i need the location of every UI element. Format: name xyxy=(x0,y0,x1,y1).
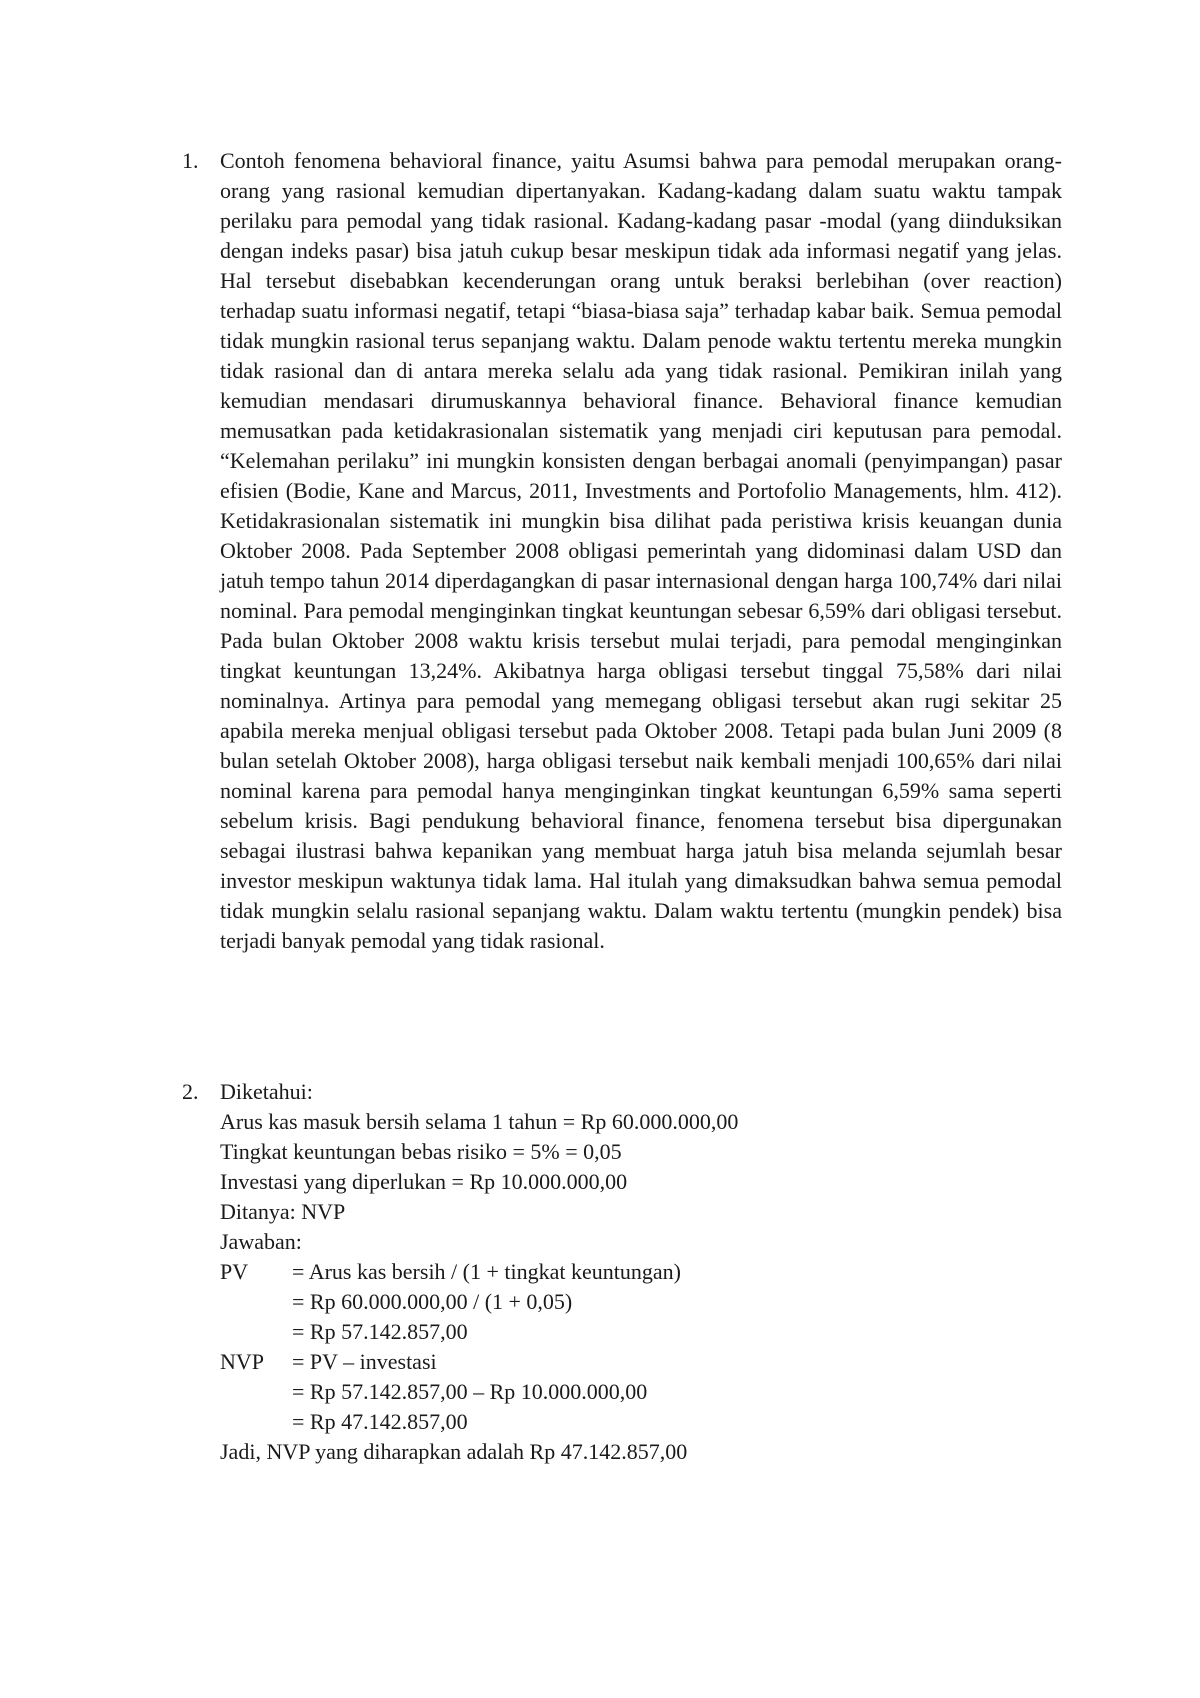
calculation-row xyxy=(220,1257,1062,1287)
calculation-row xyxy=(220,1287,1062,1317)
calculation-row xyxy=(220,1317,1062,1347)
calculation-label: PV xyxy=(220,1259,249,1284)
list-item-body xyxy=(220,1077,1062,1467)
calculation-expression: = Rp 57.142.857,00 xyxy=(292,1319,468,1344)
conclusion-line: Jadi, NVP yang diharapkan adalah Rp 47.142.857,00 xyxy=(220,1439,688,1464)
calculation-row xyxy=(220,1407,1062,1437)
list-item-body xyxy=(220,146,1062,956)
known-line: Tingkat keuntungan bebas risiko = 5% = 0,05 xyxy=(220,1139,622,1164)
calculation-label: NVP xyxy=(220,1349,265,1374)
calculation-row xyxy=(220,1377,1062,1407)
known-heading: Diketahui: xyxy=(220,1079,313,1104)
list-number: 1. xyxy=(182,148,199,173)
calculation-expression: = Rp 60.000.000,00 / (1 + 0,05) xyxy=(292,1289,573,1314)
list-number: 2. xyxy=(182,1079,199,1104)
calculation-expression: = Rp 47.142.857,00 xyxy=(292,1409,468,1434)
calculation-row xyxy=(220,1347,1062,1377)
known-line: Investasi yang diperlukan = Rp 10.000.000,00 xyxy=(220,1169,628,1194)
calculation-expression: = Arus kas bersih / (1 + tingkat keuntungan) xyxy=(292,1259,681,1284)
calculation-expression: = PV – investasi xyxy=(292,1349,437,1374)
answer-heading: Jawaban: xyxy=(220,1229,302,1254)
behavioral-finance-paragraph: Contoh fenomena behavioral finance, yaitu Asumsi bahwa para pemodal merupakan orang-orang yang rasional kemudian dipertanyakan. Kadang-kadang dalam suatu waktu tampak perilaku para pemodal yang tidak rasional. Kadang-kadang pasar -modal (yang diinduksikan dengan indeks pasar) bisa jatuh cukup besar meskipun tidak ada informasi negatif yang jelas. Hal tersebut disebabkan kecenderungan orang untuk beraksi berlebihan (over reaction) terhadap suatu informasi negatif, tetapi “biasa-biasa saja” terhadap kabar baik. Semua pemodal tidak mungkin rasional terus sepanjang waktu. Dalam penode waktu tertentu mereka mungkin tidak rasional dan di antara mereka selalu ada yang tidak rasional. Pemikiran inilah yang kemudian mendasari dirumuskannya behavioral finance. Behavioral finance kemudian memusatkan pada ketidakrasionalan sistematik yang menjadi ciri keputusan para pemodal. “Kelemahan perilaku” ini mungkin konsisten dengan berbagai anomali (penyimpangan) pasar efisien (Bodie, Kane and Marcus, 2011, Investments and Portofolio Managements, hlm. 412). Ketidakrasionalan sistematik ini mungkin bisa dilihat pada peristiwa krisis keuangan dunia Oktober 2008. Pada September 2008 obligasi pemerintah yang didominasi dalam USD dan jatuh tempo tahun 2014 diperdagangkan di pasar internasional dengan harga 100,74% dari nilai nominal. Para pemodal menginginkan tingkat keuntungan sebesar 6,59% dari obligasi tersebut. Pada bulan Oktober 2008 waktu krisis tersebut mulai terjadi, para pemodal menginginkan tingkat keuntungan 13,24%. Akibatnya harga obligasi tersebut tinggal 75,58% dari nilai nominalnya. Artinya para pemodal yang memegang obligasi tersebut akan rugi sekitar 25 apabila mereka menjual obligasi tersebut pada Oktober 2008. Tetapi pada bulan Juni 2009 (8 bulan setelah Oktober 2008), harga obligasi tersebut naik kembali menjadi 100,65% dari nilai nominal karena para pemodal hanya menginginkan tingkat keuntungan 6,59% sama seperti sebelum krisis. Bagi pendukung behavioral finance, fenomena tersebut bisa dipergunakan sebagai ilustrasi bahwa kepanikan yang membuat harga jatuh bisa melanda sejumlah besar investor meskipun waktunya tidak lama. Hal itulah yang dimaksudkan bahwa semua pemodal tidak mungkin selalu rasional sepanjang waktu. Dalam waktu tertentu (mungkin pendek) bisa terjadi banyak pemodal yang tidak rasional. xyxy=(220,148,1062,953)
asked-line: Ditanya: NVP xyxy=(220,1199,346,1224)
known-line: Arus kas masuk bersih selama 1 tahun = Rp 60.000.000,00 xyxy=(220,1109,739,1134)
calculation-expression: = Rp 57.142.857,00 – Rp 10.000.000,00 xyxy=(292,1379,648,1404)
